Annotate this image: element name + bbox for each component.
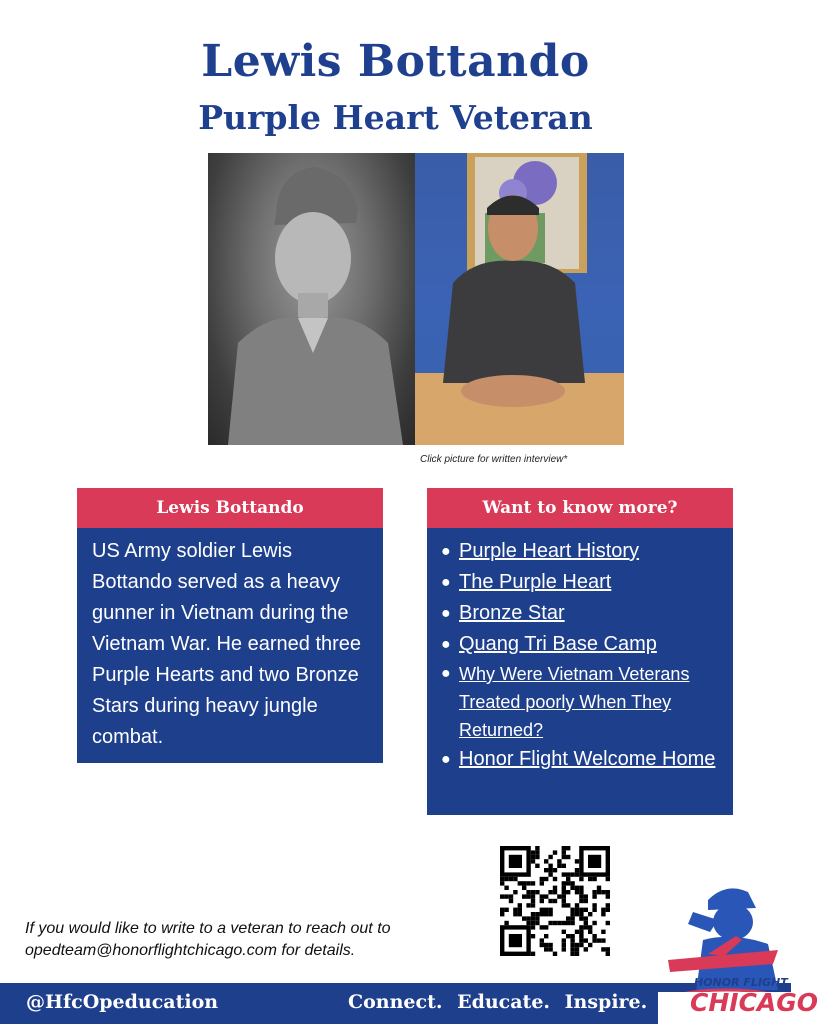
contact-note-line1: If you would like to write to a veteran to reach out to — [25, 920, 391, 937]
tagline: Connect. Educate. Inspire. — [348, 991, 648, 1013]
link-quang-tri-base-camp[interactable]: Quang Tri Base Camp — [459, 633, 657, 655]
more-info-heading: Want to know more? — [427, 488, 733, 528]
page-title: Lewis Bottando — [201, 36, 590, 87]
list-item — [441, 660, 723, 744]
bullet-icon: ● — [441, 574, 451, 591]
qr-code-icon — [500, 846, 610, 956]
link-the-purple-heart[interactable]: The Purple Heart — [459, 571, 612, 593]
logo-text-chicago: CHICAGO — [690, 988, 818, 1017]
bullet-icon: ● — [441, 543, 451, 560]
list-item — [441, 744, 723, 775]
honor-flight-chicago-logo — [648, 880, 818, 1024]
bullet-icon: ● — [441, 751, 451, 768]
link-bronze-star[interactable]: Bronze Star — [459, 602, 565, 624]
bio-box — [77, 488, 383, 763]
soldier-portrait-image — [208, 153, 415, 445]
more-info-links-list — [427, 528, 733, 775]
list-item — [441, 536, 723, 567]
photo-caption: Click picture for written interview* — [420, 454, 568, 465]
contact-email-line[interactable]: opedteam@honorflightchicago.com for details. — [25, 942, 356, 959]
page-subtitle: Purple Heart Veteran — [198, 98, 593, 137]
portrait-photo-past[interactable] — [208, 153, 415, 445]
list-item — [441, 567, 723, 598]
portrait-photo-present[interactable] — [415, 153, 624, 445]
more-info-box — [427, 488, 733, 815]
list-item — [441, 629, 723, 660]
logo-text-honor-flight: HONOR FLIGHT — [694, 976, 788, 989]
bio-box-heading: Lewis Bottando — [77, 488, 383, 528]
bio-text: US Army soldier Lewis Bottando served as a heavy gunner in Vietnam during the Vietnam War. He earned three Purple Hearts and two Bronze Stars during heavy jungle combat. — [92, 540, 362, 748]
qr-code[interactable] — [500, 846, 610, 956]
link-honor-flight-welcome-home[interactable]: Honor Flight Welcome Home — [459, 748, 716, 770]
link-purple-heart-history[interactable]: Purple Heart History — [459, 540, 640, 562]
social-handle[interactable]: @HfcOpeducation — [26, 991, 219, 1013]
veteran-portrait-image — [415, 153, 624, 445]
bullet-icon: ● — [441, 665, 451, 682]
contact-note — [25, 918, 475, 962]
link-vietnam-veterans-treated[interactable]: Why Were Vietnam Veterans Treated poorly When They Returned? — [459, 664, 690, 740]
bullet-icon: ● — [441, 636, 451, 653]
list-item — [441, 598, 723, 629]
bullet-icon: ● — [441, 605, 451, 622]
